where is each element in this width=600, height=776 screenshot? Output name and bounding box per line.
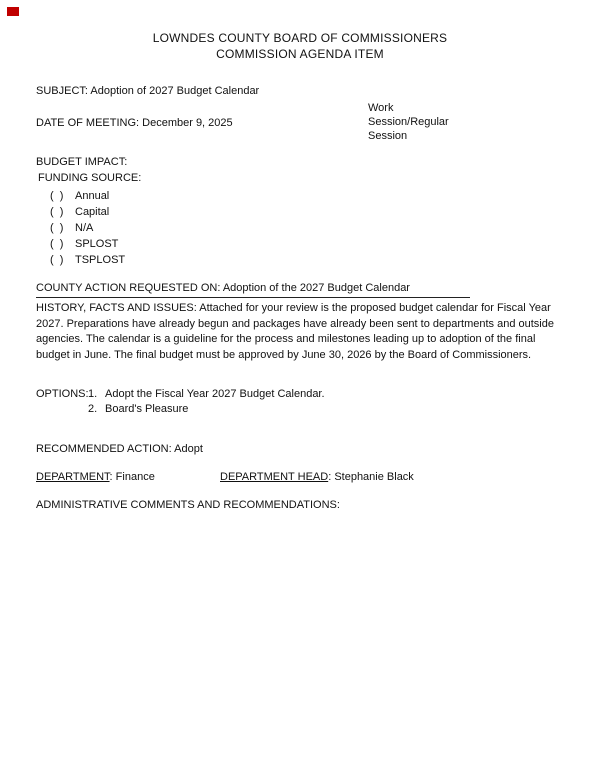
funding-option-capital (36, 204, 564, 220)
recommended-action-value: Adopt (174, 443, 203, 455)
funding-option-tsplost (36, 252, 564, 268)
county-action-label: COUNTY ACTION REQUESTED ON: (36, 282, 221, 294)
department-label: DEPARTMENT (36, 471, 110, 483)
options-section (36, 387, 564, 417)
county-action-line (36, 281, 470, 298)
department-head-value: Stephanie Black (334, 471, 414, 483)
checkbox-icon: ( ) (50, 206, 64, 218)
title-line-2: COMMISSION AGENDA ITEM (216, 47, 384, 61)
option-number: 2. (88, 403, 98, 415)
admin-comments-label: ADMINISTRATIVE COMMENTS AND RECOMMENDATIONS: (36, 499, 340, 511)
red-corner-marker (7, 7, 19, 16)
checkbox-icon: ( ) (50, 238, 64, 250)
date-line (36, 116, 564, 131)
option-row-2 (36, 402, 564, 417)
meta-section (36, 84, 564, 143)
option-text: Adopt the Fiscal Year 2027 Budget Calendar. (105, 388, 325, 400)
subject-label: SUBJECT: (36, 85, 88, 97)
funding-option-label: SPLOST (75, 238, 119, 250)
subject-line (36, 84, 564, 99)
checkbox-icon: ( ) (50, 222, 64, 234)
recommended-action-label: RECOMMENDED ACTION: (36, 443, 172, 455)
date-value: December 9, 2025 (142, 117, 233, 129)
county-action-value: Adoption of the 2027 Budget Calendar (222, 282, 410, 294)
history-label: HISTORY, FACTS AND ISSUES: (36, 302, 197, 314)
department-line (36, 470, 564, 485)
funding-option-na (36, 220, 564, 236)
department-sep: : (109, 471, 113, 483)
funding-option-annual (36, 188, 564, 204)
department-value: Finance (115, 471, 155, 483)
subject-value: Adoption of 2027 Budget Calendar (90, 85, 260, 97)
option-row-1 (36, 387, 564, 402)
history-paragraph (36, 301, 564, 363)
funding-option-label: Annual (75, 190, 110, 202)
department-field (36, 470, 220, 485)
funding-option-splost (36, 236, 564, 252)
history-text: Attached for your review is the proposed budget calendar for Fiscal Year 2027. Preparations have already begun and packages have already been sent to departments and outside agencies. The calendar is a guideline for the process and milestones leading up to adoption of the final budget in June. The final budget must be approved by June 30, 2026 by the Board of Commissioners. (36, 302, 554, 361)
funding-options (36, 188, 564, 268)
session-type: Work Session/Regular Session (368, 102, 449, 142)
department-head-field (220, 470, 414, 485)
option-number: 1. (88, 388, 98, 400)
checkbox-icon: ( ) (50, 254, 64, 266)
options-label: OPTIONS: (36, 388, 89, 400)
recommended-action-line (36, 442, 564, 457)
options-label-spacer (36, 402, 88, 417)
document-title (36, 30, 564, 62)
funding-option-label: TSPLOST (75, 254, 126, 266)
funding-option-label: Capital (75, 206, 110, 218)
checkbox-icon: ( ) (50, 190, 64, 202)
funding-option-label: N/A (75, 222, 94, 234)
date-label: DATE OF MEETING: (36, 117, 140, 129)
department-head-label: DEPARTMENT HEAD (220, 471, 329, 483)
funding-source-label: FUNDING SOURCE: (38, 172, 142, 184)
department-head-sep: : (328, 471, 332, 483)
budget-impact-label: BUDGET IMPACT: (36, 156, 128, 168)
title-line-1: LOWNDES COUNTY BOARD OF COMMISSIONERS (152, 31, 448, 45)
option-text: Board's Pleasure (105, 403, 189, 415)
